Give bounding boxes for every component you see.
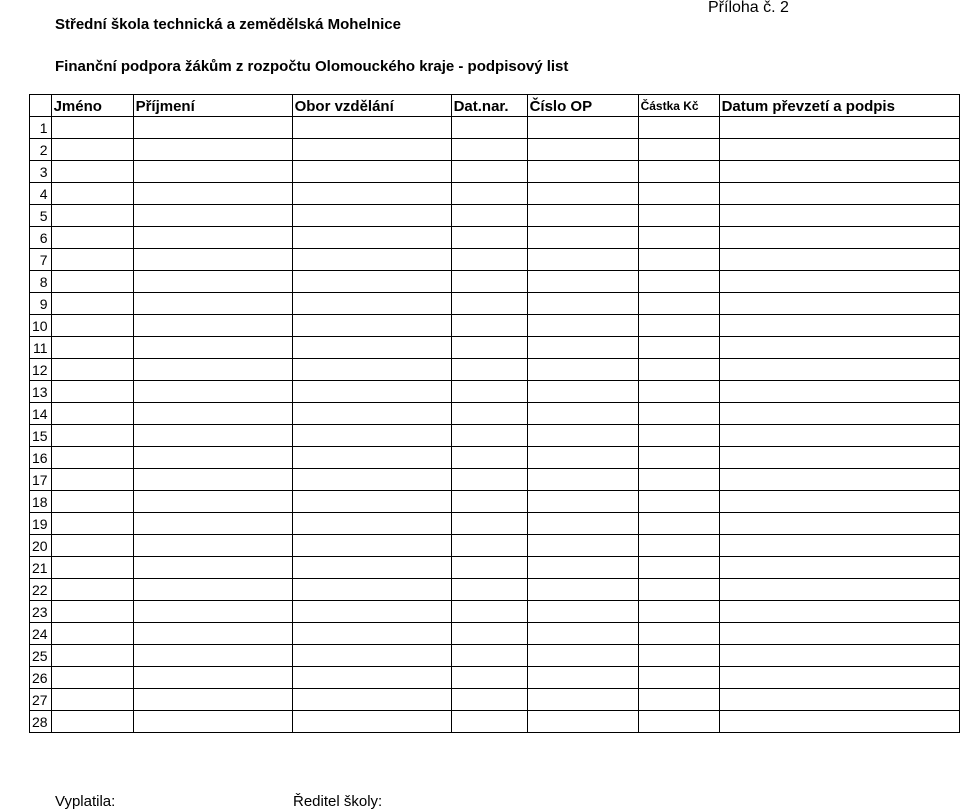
table-cell[interactable] — [638, 205, 719, 227]
table-cell[interactable] — [292, 645, 451, 667]
table-cell[interactable] — [292, 513, 451, 535]
table-row — [30, 315, 960, 337]
table-cell[interactable] — [527, 645, 638, 667]
table-cell[interactable] — [133, 469, 292, 491]
table-row — [30, 337, 960, 359]
table-cell[interactable] — [527, 601, 638, 623]
table-cell[interactable] — [719, 403, 959, 425]
table-cell[interactable] — [133, 711, 292, 733]
table-cell[interactable] — [527, 381, 638, 403]
table-cell[interactable] — [451, 359, 527, 381]
table-cell[interactable] — [133, 271, 292, 293]
table-cell[interactable] — [638, 271, 719, 293]
table-cell[interactable] — [292, 359, 451, 381]
table-cell[interactable] — [719, 513, 959, 535]
table-cell[interactable] — [133, 315, 292, 337]
table-cell[interactable] — [719, 711, 959, 733]
table-cell[interactable] — [719, 161, 959, 183]
table-cell[interactable] — [638, 557, 719, 579]
signature-table — [29, 94, 960, 733]
table-cell[interactable] — [292, 557, 451, 579]
row-number: 4 — [30, 183, 52, 205]
header-cell-number — [30, 95, 52, 117]
table-cell[interactable] — [133, 689, 292, 711]
row-number: 10 — [30, 315, 52, 337]
table-cell[interactable] — [527, 469, 638, 491]
table-cell[interactable] — [451, 711, 527, 733]
row-number: 16 — [30, 447, 52, 469]
table-cell[interactable] — [638, 381, 719, 403]
table-cell[interactable] — [527, 337, 638, 359]
table-cell[interactable] — [527, 491, 638, 513]
table-cell[interactable] — [292, 271, 451, 293]
table-row — [30, 667, 960, 689]
appendix-label: Příloha č. 2 — [708, 0, 789, 16]
table-cell[interactable] — [51, 689, 133, 711]
table-cell[interactable] — [451, 227, 527, 249]
table-cell[interactable] — [133, 425, 292, 447]
table-cell[interactable] — [51, 337, 133, 359]
table-cell[interactable] — [719, 271, 959, 293]
row-number: 18 — [30, 491, 52, 513]
row-number: 21 — [30, 557, 52, 579]
row-number: 14 — [30, 403, 52, 425]
table-cell[interactable] — [51, 601, 133, 623]
document-title: Finanční podpora žákům z rozpočtu Olomouckého kraje - podpisový list — [55, 58, 569, 75]
table-row — [30, 557, 960, 579]
table-cell[interactable] — [451, 491, 527, 513]
table-cell[interactable] — [527, 139, 638, 161]
table-row — [30, 689, 960, 711]
table-row — [30, 623, 960, 645]
table-row — [30, 381, 960, 403]
table-cell[interactable] — [719, 139, 959, 161]
table-cell[interactable] — [292, 227, 451, 249]
table-cell[interactable] — [719, 557, 959, 579]
table-cell[interactable] — [292, 601, 451, 623]
table-cell[interactable] — [292, 381, 451, 403]
header-cell-field-of-study: Obor vzdělání — [292, 95, 451, 117]
table-cell[interactable] — [638, 183, 719, 205]
table-cell[interactable] — [292, 205, 451, 227]
table-cell[interactable] — [527, 227, 638, 249]
header-cell-date-signature: Datum převzetí a podpis — [719, 95, 959, 117]
header-cell-last-name: Příjmení — [133, 95, 292, 117]
table-cell[interactable] — [638, 469, 719, 491]
table-cell[interactable] — [51, 359, 133, 381]
table-cell[interactable] — [51, 183, 133, 205]
table-cell[interactable] — [133, 161, 292, 183]
row-number: 6 — [30, 227, 52, 249]
table-row — [30, 711, 960, 733]
table-cell[interactable] — [719, 315, 959, 337]
header-cell-date-of-birth: Dat.nar. — [451, 95, 527, 117]
table-row — [30, 601, 960, 623]
table-cell[interactable] — [638, 535, 719, 557]
table-cell[interactable] — [719, 183, 959, 205]
table-row — [30, 425, 960, 447]
table-cell[interactable] — [451, 667, 527, 689]
table-cell[interactable] — [133, 535, 292, 557]
table-cell[interactable] — [638, 227, 719, 249]
table-cell[interactable] — [638, 447, 719, 469]
row-number: 23 — [30, 601, 52, 623]
table-cell[interactable] — [527, 579, 638, 601]
table-cell[interactable] — [51, 491, 133, 513]
table-cell[interactable] — [451, 337, 527, 359]
table-cell[interactable] — [451, 623, 527, 645]
table-cell[interactable] — [133, 491, 292, 513]
table-cell[interactable] — [292, 711, 451, 733]
table-cell[interactable] — [451, 579, 527, 601]
table-row — [30, 183, 960, 205]
table-cell[interactable] — [133, 183, 292, 205]
table-cell[interactable] — [719, 293, 959, 315]
table-cell[interactable] — [292, 337, 451, 359]
table-cell[interactable] — [51, 425, 133, 447]
table-row — [30, 227, 960, 249]
table-cell[interactable] — [638, 293, 719, 315]
table-cell[interactable] — [51, 227, 133, 249]
table-row — [30, 205, 960, 227]
table-cell[interactable] — [133, 205, 292, 227]
table-cell[interactable] — [51, 579, 133, 601]
table-cell[interactable] — [292, 535, 451, 557]
row-number: 11 — [30, 337, 52, 359]
director-label: Ředitel školy: — [293, 793, 383, 810]
table-cell[interactable] — [133, 359, 292, 381]
table-cell[interactable] — [527, 359, 638, 381]
table-cell[interactable] — [133, 667, 292, 689]
table-cell[interactable] — [51, 271, 133, 293]
table-cell[interactable] — [527, 403, 638, 425]
table-cell[interactable] — [451, 447, 527, 469]
row-number: 22 — [30, 579, 52, 601]
table-cell[interactable] — [292, 183, 451, 205]
table-cell[interactable] — [638, 359, 719, 381]
table-cell[interactable] — [133, 381, 292, 403]
table-cell[interactable] — [133, 293, 292, 315]
table-cell[interactable] — [451, 403, 527, 425]
table-cell[interactable] — [719, 667, 959, 689]
table-cell[interactable] — [133, 557, 292, 579]
table-cell[interactable] — [451, 469, 527, 491]
table-row — [30, 161, 960, 183]
table-cell[interactable] — [719, 337, 959, 359]
table-cell[interactable] — [133, 249, 292, 271]
table-cell[interactable] — [51, 535, 133, 557]
row-number: 12 — [30, 359, 52, 381]
table-cell[interactable] — [133, 579, 292, 601]
table-cell[interactable] — [638, 315, 719, 337]
table-cell[interactable] — [527, 249, 638, 271]
table-cell[interactable] — [51, 139, 133, 161]
table-cell[interactable] — [638, 161, 719, 183]
table-cell[interactable] — [292, 161, 451, 183]
table-cell[interactable] — [451, 117, 527, 139]
table-cell[interactable] — [719, 623, 959, 645]
table-cell[interactable] — [133, 337, 292, 359]
table-cell[interactable] — [451, 249, 527, 271]
table-cell[interactable] — [527, 425, 638, 447]
table-cell[interactable] — [527, 535, 638, 557]
header-cell-first-name: Jméno — [51, 95, 133, 117]
table-cell[interactable] — [638, 337, 719, 359]
table-cell[interactable] — [719, 249, 959, 271]
row-number: 28 — [30, 711, 52, 733]
table-cell[interactable] — [638, 513, 719, 535]
row-number: 17 — [30, 469, 52, 491]
table-cell[interactable] — [719, 689, 959, 711]
table-cell[interactable] — [51, 403, 133, 425]
table-cell[interactable] — [133, 403, 292, 425]
table-cell[interactable] — [719, 601, 959, 623]
table-cell[interactable] — [133, 117, 292, 139]
table-row — [30, 579, 960, 601]
table-row — [30, 359, 960, 381]
table-row — [30, 249, 960, 271]
table-cell[interactable] — [451, 315, 527, 337]
table-row — [30, 469, 960, 491]
table-cell[interactable] — [51, 645, 133, 667]
table-row — [30, 271, 960, 293]
table-cell[interactable] — [292, 425, 451, 447]
table-cell[interactable] — [292, 315, 451, 337]
table-cell[interactable] — [527, 205, 638, 227]
table-cell[interactable] — [292, 689, 451, 711]
table-cell[interactable] — [527, 293, 638, 315]
table-cell[interactable] — [719, 425, 959, 447]
row-number: 5 — [30, 205, 52, 227]
table-cell[interactable] — [638, 249, 719, 271]
table-cell[interactable] — [451, 271, 527, 293]
table-cell[interactable] — [292, 293, 451, 315]
table-row — [30, 293, 960, 315]
table-cell[interactable] — [719, 579, 959, 601]
table-cell[interactable] — [51, 315, 133, 337]
header-cell-id-number: Číslo OP — [527, 95, 638, 117]
row-number: 2 — [30, 139, 52, 161]
table-cell[interactable] — [133, 447, 292, 469]
table-cell[interactable] — [51, 513, 133, 535]
table-cell[interactable] — [719, 469, 959, 491]
prepared-by-label: Vyplatila: — [55, 793, 116, 810]
table-cell[interactable] — [719, 645, 959, 667]
table-cell[interactable] — [527, 513, 638, 535]
table-cell[interactable] — [527, 689, 638, 711]
table-cell[interactable] — [638, 425, 719, 447]
row-number: 3 — [30, 161, 52, 183]
table-cell[interactable] — [51, 293, 133, 315]
table-cell[interactable] — [638, 579, 719, 601]
table-cell[interactable] — [451, 513, 527, 535]
table-row — [30, 139, 960, 161]
table-cell[interactable] — [292, 623, 451, 645]
table-cell[interactable] — [51, 117, 133, 139]
table-cell[interactable] — [451, 381, 527, 403]
table-cell[interactable] — [51, 667, 133, 689]
table-cell[interactable] — [451, 535, 527, 557]
table-cell[interactable] — [719, 205, 959, 227]
row-number: 20 — [30, 535, 52, 557]
table-cell[interactable] — [51, 623, 133, 645]
table-cell[interactable] — [451, 425, 527, 447]
table-cell[interactable] — [527, 623, 638, 645]
table-cell[interactable] — [527, 271, 638, 293]
table-row — [30, 447, 960, 469]
table-cell[interactable] — [451, 601, 527, 623]
table-cell[interactable] — [451, 557, 527, 579]
table-cell[interactable] — [638, 139, 719, 161]
table-cell[interactable] — [451, 293, 527, 315]
row-number: 15 — [30, 425, 52, 447]
row-number: 26 — [30, 667, 52, 689]
table-cell[interactable] — [51, 161, 133, 183]
table-cell[interactable] — [133, 601, 292, 623]
table-cell[interactable] — [451, 161, 527, 183]
table-cell[interactable] — [51, 205, 133, 227]
table-cell[interactable] — [292, 491, 451, 513]
table-cell[interactable] — [51, 711, 133, 733]
table-cell[interactable] — [638, 117, 719, 139]
row-number: 27 — [30, 689, 52, 711]
table-cell[interactable] — [527, 183, 638, 205]
table-cell[interactable] — [527, 117, 638, 139]
table-cell[interactable] — [133, 623, 292, 645]
table-cell[interactable] — [451, 645, 527, 667]
table-row — [30, 491, 960, 513]
table-cell[interactable] — [133, 227, 292, 249]
header-cell-amount: Částka Kč — [638, 95, 719, 117]
table-cell[interactable] — [638, 645, 719, 667]
table-cell[interactable] — [638, 601, 719, 623]
table-cell[interactable] — [133, 645, 292, 667]
row-number: 24 — [30, 623, 52, 645]
table-cell[interactable] — [527, 161, 638, 183]
table-cell[interactable] — [719, 491, 959, 513]
table-row — [30, 535, 960, 557]
table-row — [30, 645, 960, 667]
table-cell[interactable] — [292, 139, 451, 161]
table-row — [30, 403, 960, 425]
table-cell[interactable] — [638, 667, 719, 689]
row-number: 13 — [30, 381, 52, 403]
table-cell[interactable] — [638, 403, 719, 425]
table-row — [30, 117, 960, 139]
table-header-row — [30, 95, 960, 117]
table-cell[interactable] — [719, 535, 959, 557]
table-cell[interactable] — [638, 711, 719, 733]
table-cell[interactable] — [51, 249, 133, 271]
table-cell[interactable] — [719, 117, 959, 139]
table-cell[interactable] — [638, 689, 719, 711]
table-cell[interactable] — [451, 139, 527, 161]
table-cell[interactable] — [51, 447, 133, 469]
table-cell[interactable] — [51, 381, 133, 403]
table-cell[interactable] — [719, 447, 959, 469]
table-cell[interactable] — [451, 183, 527, 205]
table-cell[interactable] — [51, 557, 133, 579]
row-number: 7 — [30, 249, 52, 271]
table-cell[interactable] — [527, 667, 638, 689]
table-cell[interactable] — [133, 139, 292, 161]
row-number: 1 — [30, 117, 52, 139]
table-cell[interactable] — [51, 469, 133, 491]
table-cell[interactable] — [292, 579, 451, 601]
row-number: 8 — [30, 271, 52, 293]
table-cell[interactable] — [292, 667, 451, 689]
table-cell[interactable] — [451, 205, 527, 227]
table-cell[interactable] — [527, 711, 638, 733]
table-cell[interactable] — [719, 227, 959, 249]
table-cell[interactable] — [292, 117, 451, 139]
row-number: 9 — [30, 293, 52, 315]
table-cell[interactable] — [292, 447, 451, 469]
table-cell[interactable] — [292, 249, 451, 271]
table-cell[interactable] — [719, 381, 959, 403]
table-cell[interactable] — [638, 623, 719, 645]
table-cell[interactable] — [133, 513, 292, 535]
table-cell[interactable] — [527, 447, 638, 469]
school-name: Střední škola technická a zemědělská Mohelnice — [55, 16, 401, 33]
table-cell[interactable] — [451, 689, 527, 711]
table-cell[interactable] — [719, 359, 959, 381]
table-cell[interactable] — [527, 315, 638, 337]
table-cell[interactable] — [292, 469, 451, 491]
row-number: 19 — [30, 513, 52, 535]
table-row — [30, 513, 960, 535]
table-cell[interactable] — [527, 557, 638, 579]
table-cell[interactable] — [292, 403, 451, 425]
table-cell[interactable] — [638, 491, 719, 513]
row-number: 25 — [30, 645, 52, 667]
